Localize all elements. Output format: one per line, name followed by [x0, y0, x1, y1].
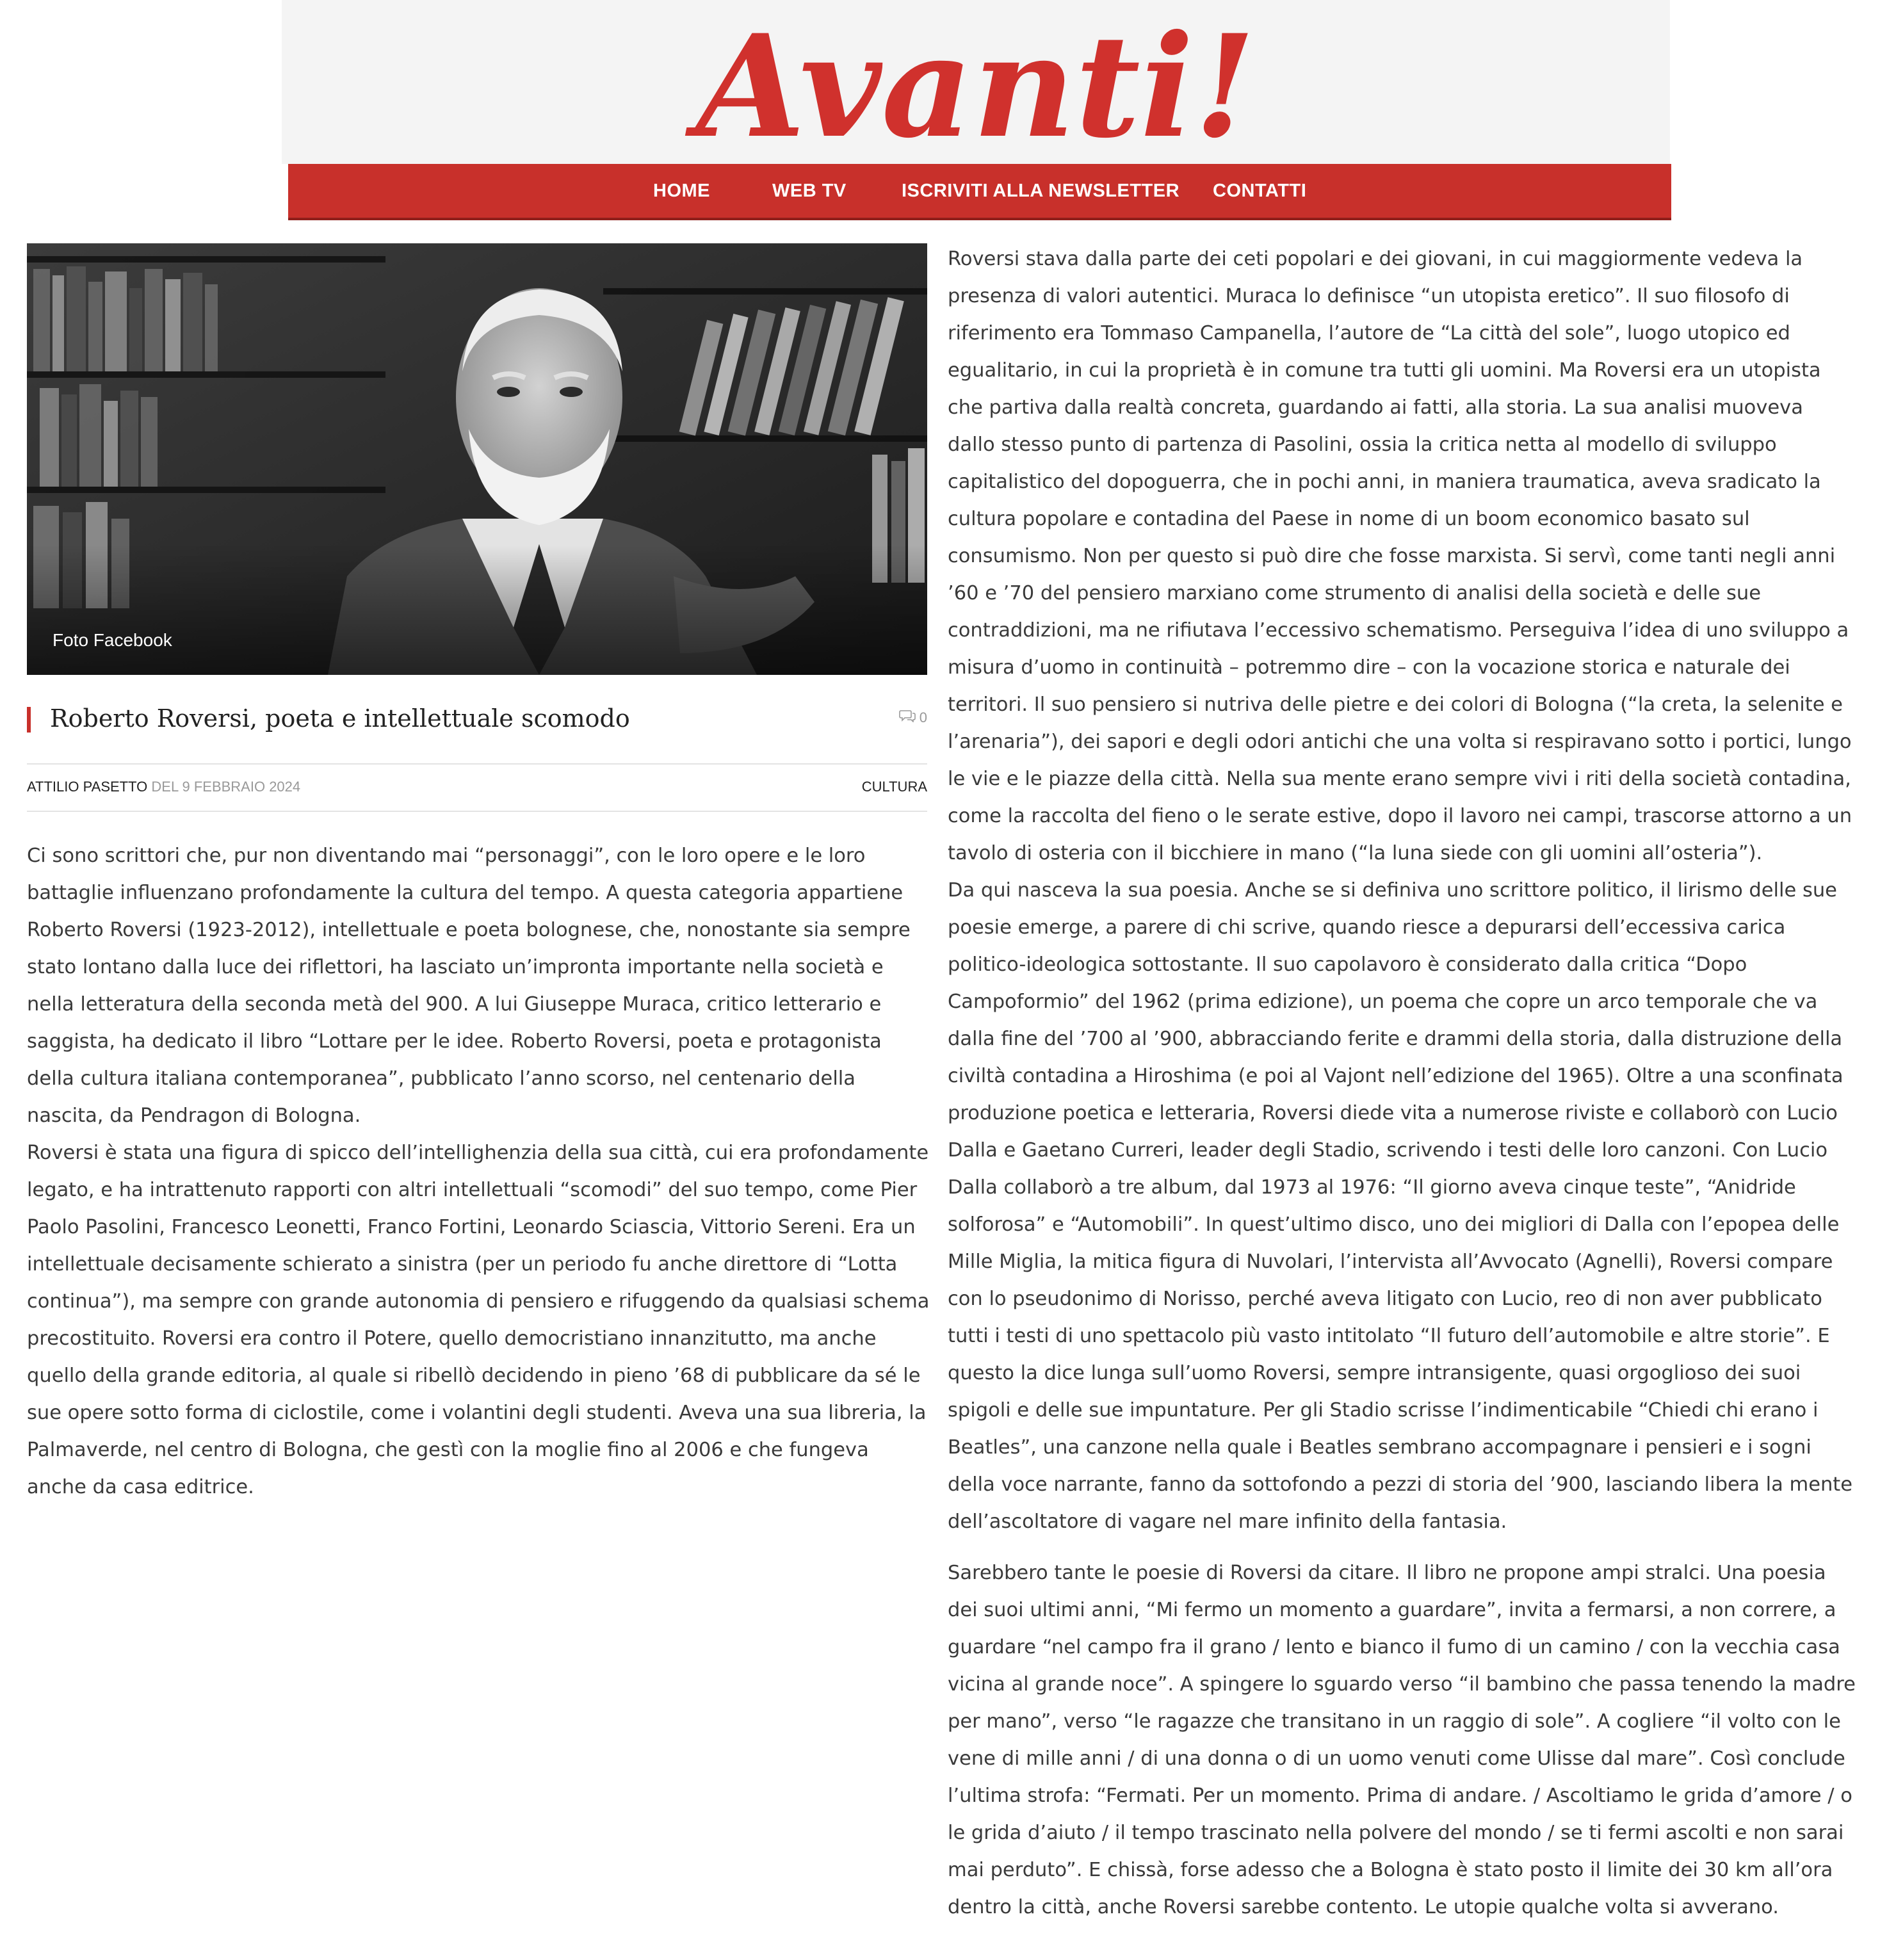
- article-title: Roberto Roversi, poeta e intellettuale scomodo: [50, 704, 630, 733]
- nav-contacts[interactable]: CONTATTI: [1213, 181, 1307, 201]
- author-link[interactable]: ATTILIO PASETTO: [27, 779, 148, 795]
- nav-newsletter[interactable]: ISCRIVITI ALLA NEWSLETTER: [902, 181, 1180, 201]
- main-nav: [288, 164, 1671, 220]
- article-body-left: [27, 838, 932, 1506]
- comment-count-link[interactable]: [899, 709, 927, 726]
- nav-list: [288, 164, 1671, 218]
- article-title-block: [27, 704, 927, 766]
- paragraph-2: Roversi è stata una figura di spicco dell’intellighenzia della sua città, cui era profondamente legato, e ha intrattenuto rapporti con altri intellettuali “scomodi” del suo tempo, come Pier Paolo Pasolini, Francesco Leonetti, Franco Fortini, Leonardo Sciascia, Vittorio Sereni. Era un intellettuale decisamente schierato a sinistra (per un periodo fu anche direttore di “Lotta continua”), ma sempre con grande autonomia di pensiero e rifuggendo da qualsiasi schema precostituito. Roversi era contro il Potere, quello democristiano innanzitutto, ma anche quello della grande editoria, al quale si ribellò decidendo in pieno ’68 di pubblicare da sé le sue opere sotto forma di ciclostile, come i volantini degli studenti. Aveva una sua libreria, la Palmaverde, nel centro di Bologna, che gestì con la moglie fino al 2006 e che fungeva anche da casa editrice.: [27, 1142, 930, 1498]
- logo-text: Avanti!: [696, 3, 1256, 164]
- divider-bottom: [27, 811, 927, 812]
- portrait-photo: [27, 243, 927, 675]
- paragraph-5: Sarebbero tante le poesie di Roversi da citare. Il libro ne propone ampi stralci. Una poesia dei suoi ultimi anni, “Mi fermo un momento a guardare”, invita a fermarsi, a non correre, a guardare “nel campo fra il grano / lento e bianco il fumo di un camino / con la vecchia casa vicina al grande noce”. A spingere lo sguardo verso “il bambino che passa tenendo la madre per mano”, verso “le ragazze che transitano in un raggio di sole”. A cogliere “il volto con le vene di mille anni / di una donna o di un uomo venuti come Ulisse dal mare”. Così conclude l’ultima strofa: “Fermati. Per un momento. Prima di andare. / Ascoltiamo le grida d’amore / o le grida d’aiuto / il tempo trascinato nella polvere del mondo / se ti fermi ascolti e non sarai mai perduto”. E chissà, forse adesso che a Bologna è stato posto il limite dei 30 km all’ora dentro la città, anche Roversi sarebbe contento. Le utopie qualche volta si avverano.: [948, 1562, 1856, 1918]
- article-hero-image[interactable]: [27, 243, 927, 675]
- nav-home[interactable]: HOME: [653, 181, 710, 201]
- comment-count: 0: [919, 709, 927, 725]
- paragraph-3: Roversi stava dalla parte dei ceti popolari e dei giovani, in cui maggiormente vedeva la presenza di valori autentici. Muraca lo definisce “un utopista eretico”. Il suo filosofo di riferimento era Tommaso Campanella, l’autore de “La città del sole”, luogo utopico ed egualitario, in cui la proprietà è in comune tra tutti gli uomini. Ma Roversi era un utopista che partiva dalla realtà concreta, guardando ai fatti, alla storia. La sua analisi muoveva dallo stesso punto di partenza di Pasolini, ossia la critica netta al modello di sviluppo capitalistico del dopoguerra, che in pochi anni, in maniera traumatica, aveva sradicato la cultura popolare e contadina del Paese in nome di un boom economico basato sul consumismo. Non per questo si può dire che fosse marxista. Si servì, come tanti negli anni ’60 e ’70 del pensiero marxiano come strumento di analisi della società e delle sue contraddizioni, ma ne rifiutava l’eccessivo schematismo. Perseguiva l’idea di uno sviluppo a misura d’uomo in continuità – potremmo dire – con la vocazione storica e naturale dei territori. Il suo pensiero si nutriva delle pietre e dei colori di Bologna (“la creta, la selenite e l’arenaria”), dei sapori e degli odori antichi che una volta si respiravano sotto i portici, lungo le vie e le piazze della città. Nella sua mente erano sempre vivi i riti della società contadina, come la raccolta del fieno o le serate estive, dopo il lavoro nei campi, trascorse attorno a un tavolo di osteria con il bicchiere in mano (“la luna siede con gli uomini all’osteria”).: [948, 248, 1852, 864]
- category-link[interactable]: CULTURA: [861, 779, 927, 795]
- paragraph-4: Da qui nasceva la sua poesia. Anche se si definiva uno scrittore politico, il lirismo delle sue poesie emerge, a parere di chi scrive, quando riesce a depurarsi dell’eccessiva carica politico-ideologica sottostante. Il suo capolavoro è considerato dalla critica “Dopo Campoformio” del 1962 (prima edizione), un poema che copre un arco temporale che va dalla fine del ’700 al ’900, abbracciando ferite e drammi della storia, dalla distruzione della civiltà contadina a Hiroshima (e poi al Vajont nell’edizione del 1965). Oltre a una sconfinata produzione poetica e letteraria, Roversi diede vita a numerose riviste e collaborò con Lucio Dalla e Gaetano Curreri, leader degli Stadio, scrivendo i testi delle loro canzoni. Con Lucio Dalla collaborò a tre album, dal 1973 al 1976: “Il giorno aveva cinque teste”, “Anidride solforosa” e “Automobili”. In quest’ultimo disco, uno dei migliori di Dalla con l’epopea delle Mille Miglia, la mitica figura di Nuvolari, l’intervista all’Avvocato (Agnelli), Roversi compare con lo pseudonimo di Norisso, perché aveva litigato con Lucio, reo di non aver pubblicato tutti i testi di uno spettacolo più vasto intitolato “Il futuro dell’automobile e altre storie”. E questo la dice lunga sull’uomo Roversi, sempre intransigente, quasi orgoglioso dei suoi spigoli e delle sue impuntature. Per gli Stadio scrisse l’indimenticabile “Chiedi chi erano i Beatles”, una canzone nella quale i Beatles sembrano accompagnare i pensieri e i sogni della voce narrante, fanno da sottofondo a pezzi di storia del ’900, lasciando libera la mente dell’ascoltatore di vagare nel mare infinito della fantasia.: [948, 879, 1853, 1533]
- article-meta: [27, 779, 927, 804]
- title-accent-bar: [27, 707, 31, 733]
- comment-icon: [899, 709, 916, 722]
- masthead: [282, 0, 1670, 164]
- site-logo[interactable]: [282, 0, 1670, 164]
- image-caption: Foto Facebook: [53, 630, 172, 650]
- nav-web-tv[interactable]: WEB TV: [772, 181, 847, 201]
- publish-date: DEL 9 FEBBRAIO 2024: [151, 779, 301, 795]
- paragraph-1: Ci sono scrittori che, pur non diventando mai “personaggi”, con le loro opere e le loro battaglie influenzano profondamente la cultura del tempo. A questa categoria appartiene Roberto Roversi (1923-2012), intellettuale e poeta bolognese, che, nonostante sia sempre stato lontano dalla luce dei riflettori, ha lasciato un’impronta importante nella società e nella letteratura della seconda metà del 900. A lui Giuseppe Muraca, critico letterario e saggista, ha dedicato il libro “Lottare per le idee. Roberto Roversi, poeta e protagonista della cultura italiana contemporanea”, pubblicato l’anno scorso, nel centenario della nascita, da Pendragon di Bologna.: [27, 845, 911, 1127]
- article-body-right: [948, 241, 1856, 1926]
- divider-top: [27, 763, 927, 765]
